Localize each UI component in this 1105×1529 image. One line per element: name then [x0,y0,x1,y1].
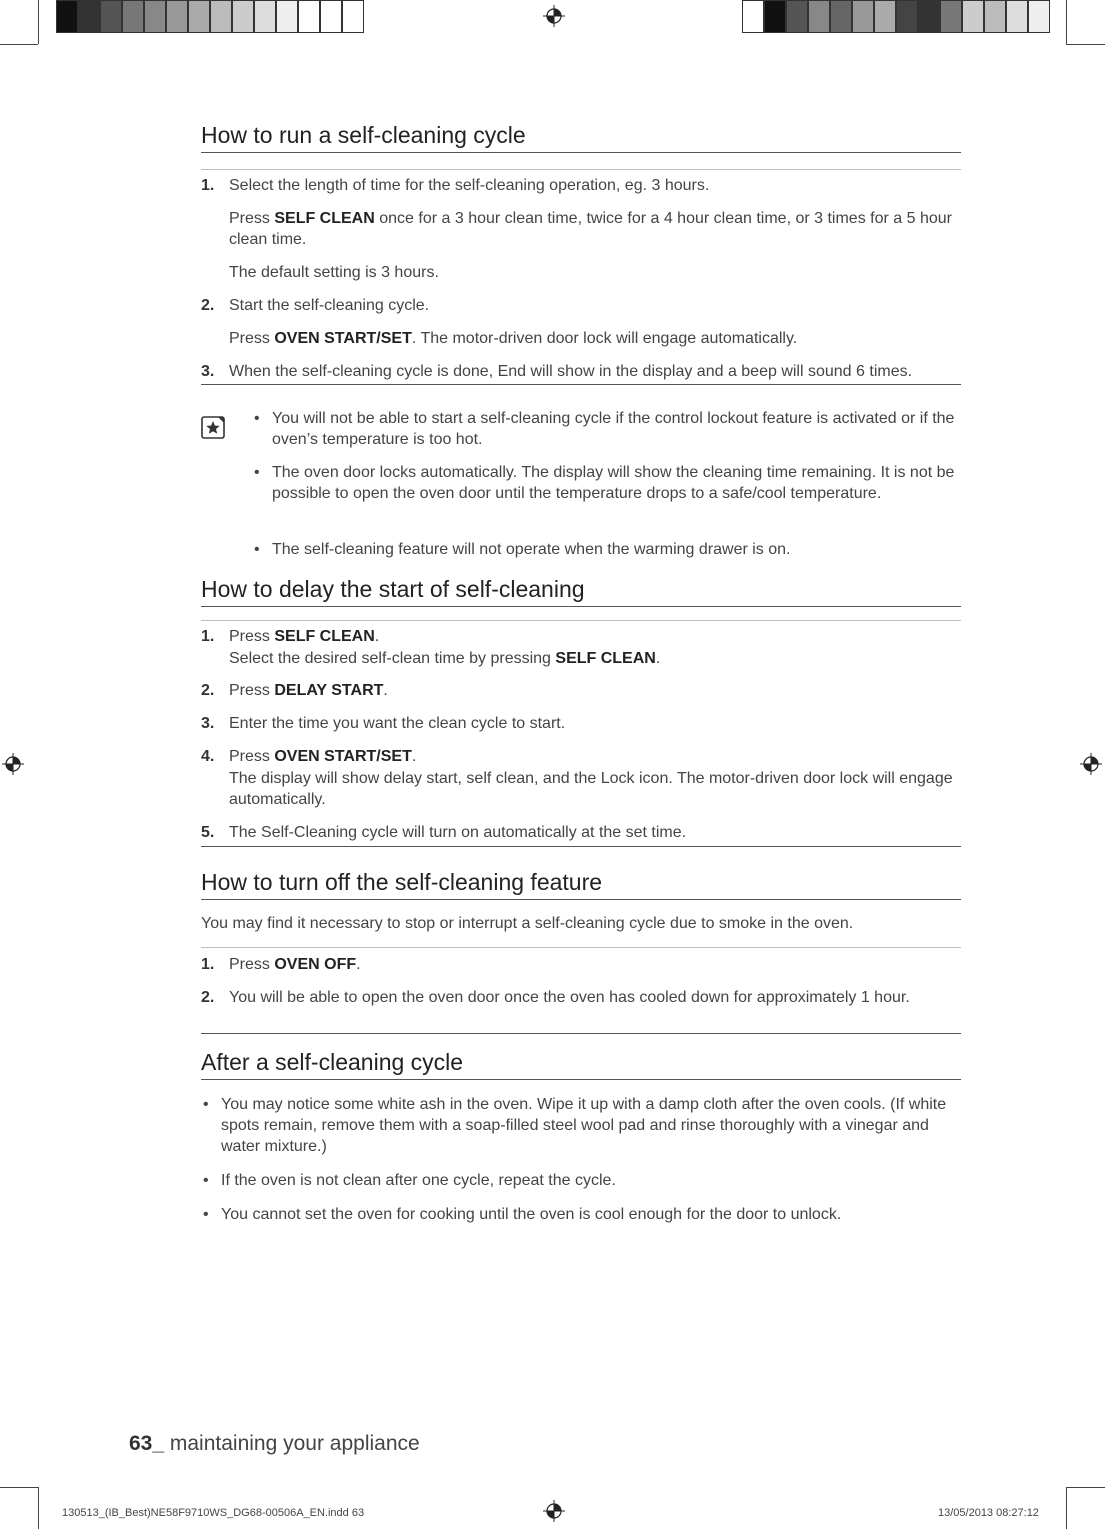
section-title-after: After a self-cleaning cycle [201,1049,961,1080]
divider [201,384,961,385]
color-bar-left [56,0,364,33]
crop-mark [38,0,39,44]
crop-mark [0,44,38,45]
note-item: • The self-cleaning feature will not operate when the warming drawer is on. [254,541,791,558]
note-item: • You will not be able to start a self-cleaning cycle if the control lockout feature is activated or if the oven’s temperature is too hot. [254,410,955,448]
divider [201,169,961,170]
divider [201,947,961,948]
step-text: Press OVEN START/SET. [229,748,417,765]
list-item: • If the oven is not clean after one cycle, repeat the cycle. [203,1172,616,1189]
footer-section-name: maintaining your appliance [164,1432,420,1455]
divider [201,1033,961,1034]
divider [201,846,961,847]
section-title-off: How to turn off the self-cleaning feature [201,869,961,900]
star-note-icon [201,414,227,440]
step-number: 3. [201,715,215,732]
step-number: 2. [201,297,215,314]
step-text: The Self-Cleaning cycle will turn on automatically at the set time. [229,824,687,841]
step-detail: The default setting is 3 hours. [229,264,439,281]
step-detail: Press OVEN START/SET. The motor-driven door lock will engage automatically. [229,330,798,347]
page-number: 63_ [129,1432,165,1455]
step-detail: Select the desired self-clean time by pressing SELF CLEAN. [229,650,661,667]
step-number: 1. [201,628,215,645]
crop-mark [1066,1487,1067,1529]
step-number: 1. [201,177,215,194]
step-text: Press OVEN OFF. [229,956,361,973]
print-timestamp: 13/05/2013 08:27:12 [938,1507,1039,1519]
step-number: 5. [201,824,215,841]
registration-mark-icon [1080,753,1102,775]
step-text: When the self-cleaning cycle is done, End will show in the display and a beep will sound 6 times. [229,363,913,380]
step-detail: The display will show delay start, self clean, and the Lock icon. The motor-driven door lock will engage automatically. [229,770,953,808]
step-number: 2. [201,682,215,699]
page-footer [129,1432,420,1456]
registration-mark-icon [543,1500,565,1522]
crop-mark [38,1487,39,1529]
divider [201,620,961,621]
crop-mark [1066,1487,1105,1488]
step-text: You will be able to open the oven door once the oven has cooled down for approximately 1 hour. [229,989,910,1006]
step-text: Enter the time you want the clean cycle to start. [229,715,566,732]
step-text: Press SELF CLEAN. [229,628,380,645]
step-text: Start the self-cleaning cycle. [229,297,430,314]
color-bar-right [742,0,1050,33]
section-intro: You may find it necessary to stop or interrupt a self-cleaning cycle due to smoke in the oven. [201,915,854,932]
step-number: 2. [201,989,215,1006]
step-number: 4. [201,748,215,765]
step-detail: Press SELF CLEAN once for a 3 hour clean time, twice for a 4 hour clean time, or 3 times for a 5 hour clean time. [229,210,952,248]
step-number: 1. [201,956,215,973]
registration-mark-icon [2,753,24,775]
crop-mark [1066,44,1105,45]
step-text: Select the length of time for the self-cleaning operation, eg. 3 hours. [229,177,710,194]
crop-mark [0,1487,38,1488]
section-title-run: How to run a self-cleaning cycle [201,122,961,153]
note-item: • The oven door locks automatically. The display will show the cleaning time remaining. It is not be possible to open the oven door until the temperature drops to a safe/cool temperature. [254,464,955,502]
list-item: • You may notice some white ash in the oven. Wipe it up with a damp cloth after the oven cools. (If white spots remain, remove them with a soap-filled steel wool pad and rinse thoroughly with a vinegar and water mixture.) [203,1096,947,1155]
registration-mark-icon [543,5,565,27]
step-text: Press DELAY START. [229,682,388,699]
file-slug: 130513_(IB_Best)NE58F9710WS_DG68-00506A_EN.indd 63 [62,1507,365,1519]
crop-mark [1066,0,1067,44]
list-item: • You cannot set the oven for cooking until the oven is cool enough for the door to unlock. [203,1206,842,1223]
step-number: 3. [201,363,215,380]
section-title-delay: How to delay the start of self-cleaning [201,576,961,607]
